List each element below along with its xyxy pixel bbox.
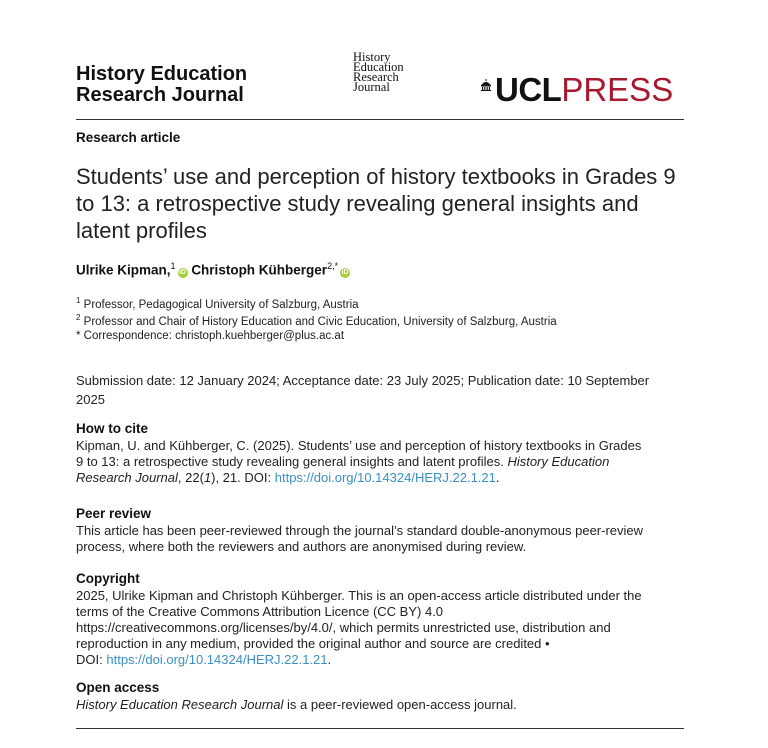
- journal-logo: [353, 52, 404, 92]
- orcid-icon[interactable]: iD: [179, 268, 187, 276]
- journal-logo-line: Research: [353, 70, 399, 84]
- article-type: Research article: [76, 130, 181, 145]
- open-access-text: is a peer-reviewed open-access journal.: [283, 697, 517, 712]
- citation-line: [76, 470, 688, 486]
- journal-name-line1: History Education: [76, 63, 248, 85]
- copyright-line: 2025, Ulrike Kipman and Christoph Kühberger. This is an open-access article distributed under the: [76, 588, 642, 603]
- orcid-icon[interactable]: iD: [341, 268, 349, 276]
- citation-issue: 1: [203, 470, 212, 485]
- affiliation-sup: 2: [76, 313, 81, 322]
- peer-review-heading: Peer review: [76, 506, 152, 521]
- publisher-ucl: UCL: [495, 71, 562, 108]
- copyright-line: reproduction in any medium, provided the original author and source are credited •: [76, 636, 550, 651]
- correspondence-star: *: [334, 261, 339, 271]
- citation-line: [76, 454, 688, 470]
- copyright-heading: Copyright: [76, 571, 140, 586]
- citation-text: .: [495, 470, 500, 485]
- citation-text: , 22(: [177, 470, 204, 485]
- citation-doi-link[interactable]: https://doi.org/10.14324/HERJ.22.1.21: [274, 470, 496, 485]
- copyright-line: https://creativecommons.org/licenses/by/4.0/, which permits unrestricted use, distribution and: [76, 620, 611, 635]
- copyright-line: [76, 652, 688, 668]
- citation-journal: Research Journal: [76, 470, 178, 485]
- affiliation-1: [76, 296, 359, 311]
- affiliation-sup: 1: [76, 296, 81, 305]
- copyright-doi-link[interactable]: https://doi.org/10.14324/HERJ.22.1.21: [106, 652, 328, 667]
- footer-divider: [76, 728, 684, 729]
- journal-logo-line: Journal: [353, 80, 390, 94]
- doi-label: DOI:: [76, 652, 103, 667]
- journal-logo-line: Education: [353, 60, 404, 74]
- publisher-press: PRESS: [561, 71, 674, 108]
- peer-review-line: This article has been peer-reviewed through the journal’s standard double-anonymous peer-review: [76, 523, 644, 538]
- open-access-line: [76, 697, 688, 713]
- open-access-journal: History Education Research Journal: [76, 697, 284, 712]
- copyright-line: terms of the Creative Commons Attribution Licence (CC BY) 4.0: [76, 604, 444, 619]
- ucl-dome-icon: [480, 70, 492, 104]
- how-to-cite-body: [76, 438, 688, 486]
- journal-name: [76, 64, 247, 106]
- author-affiliation-sup: 2,: [327, 261, 335, 271]
- header-divider: [76, 119, 684, 120]
- peer-review-line: process, where both the reviewers and authors are anonymised during review.: [76, 539, 527, 554]
- article-title: Students’ use and perception of history textbooks in Grades 9 to 13: a retrospective study revealing general insights and latent profiles: [76, 164, 676, 243]
- open-access-heading: Open access: [76, 680, 160, 695]
- copyright-body: [76, 588, 688, 668]
- publication-dates: Submission date: 12 January 2024; Acceptance date: 23 July 2025; Publication date: 10 September 2025: [76, 373, 650, 407]
- journal-logo-line: History: [353, 50, 391, 64]
- publisher-logo: [480, 70, 673, 114]
- journal-name-line2: Research Journal: [76, 84, 244, 106]
- correspondence: * Correspondence: christoph.kuehberger@plus.ac.at: [76, 330, 345, 342]
- author-name: Ulrike Kipman,: [76, 262, 171, 278]
- author-affiliation-sup: 1: [170, 261, 176, 271]
- open-access-body: [76, 697, 688, 713]
- copyright-text: .: [327, 652, 332, 667]
- citation-journal: History Education: [507, 454, 610, 469]
- affiliation-text: Professor and Chair of History Education and Civic Education, University of Salzburg, Austria: [83, 315, 557, 328]
- how-to-cite-heading: How to cite: [76, 421, 149, 436]
- author-list: [76, 261, 350, 278]
- affiliation-text: Professor, Pedagogical University of Salzburg, Austria: [83, 298, 359, 311]
- affiliation-2: [76, 313, 557, 328]
- citation-text: 9 to 13: a retrospective study revealing general insights and latent profiles.: [76, 454, 504, 469]
- citation-text: ), 21. DOI:: [211, 470, 272, 485]
- peer-review-body: [76, 523, 688, 555]
- citation-line: Kipman, U. and Kühberger, C. (2025). Students’ use and perception of history textbooks in Grades: [76, 438, 642, 453]
- author-name: Christoph Kühberger: [191, 262, 328, 278]
